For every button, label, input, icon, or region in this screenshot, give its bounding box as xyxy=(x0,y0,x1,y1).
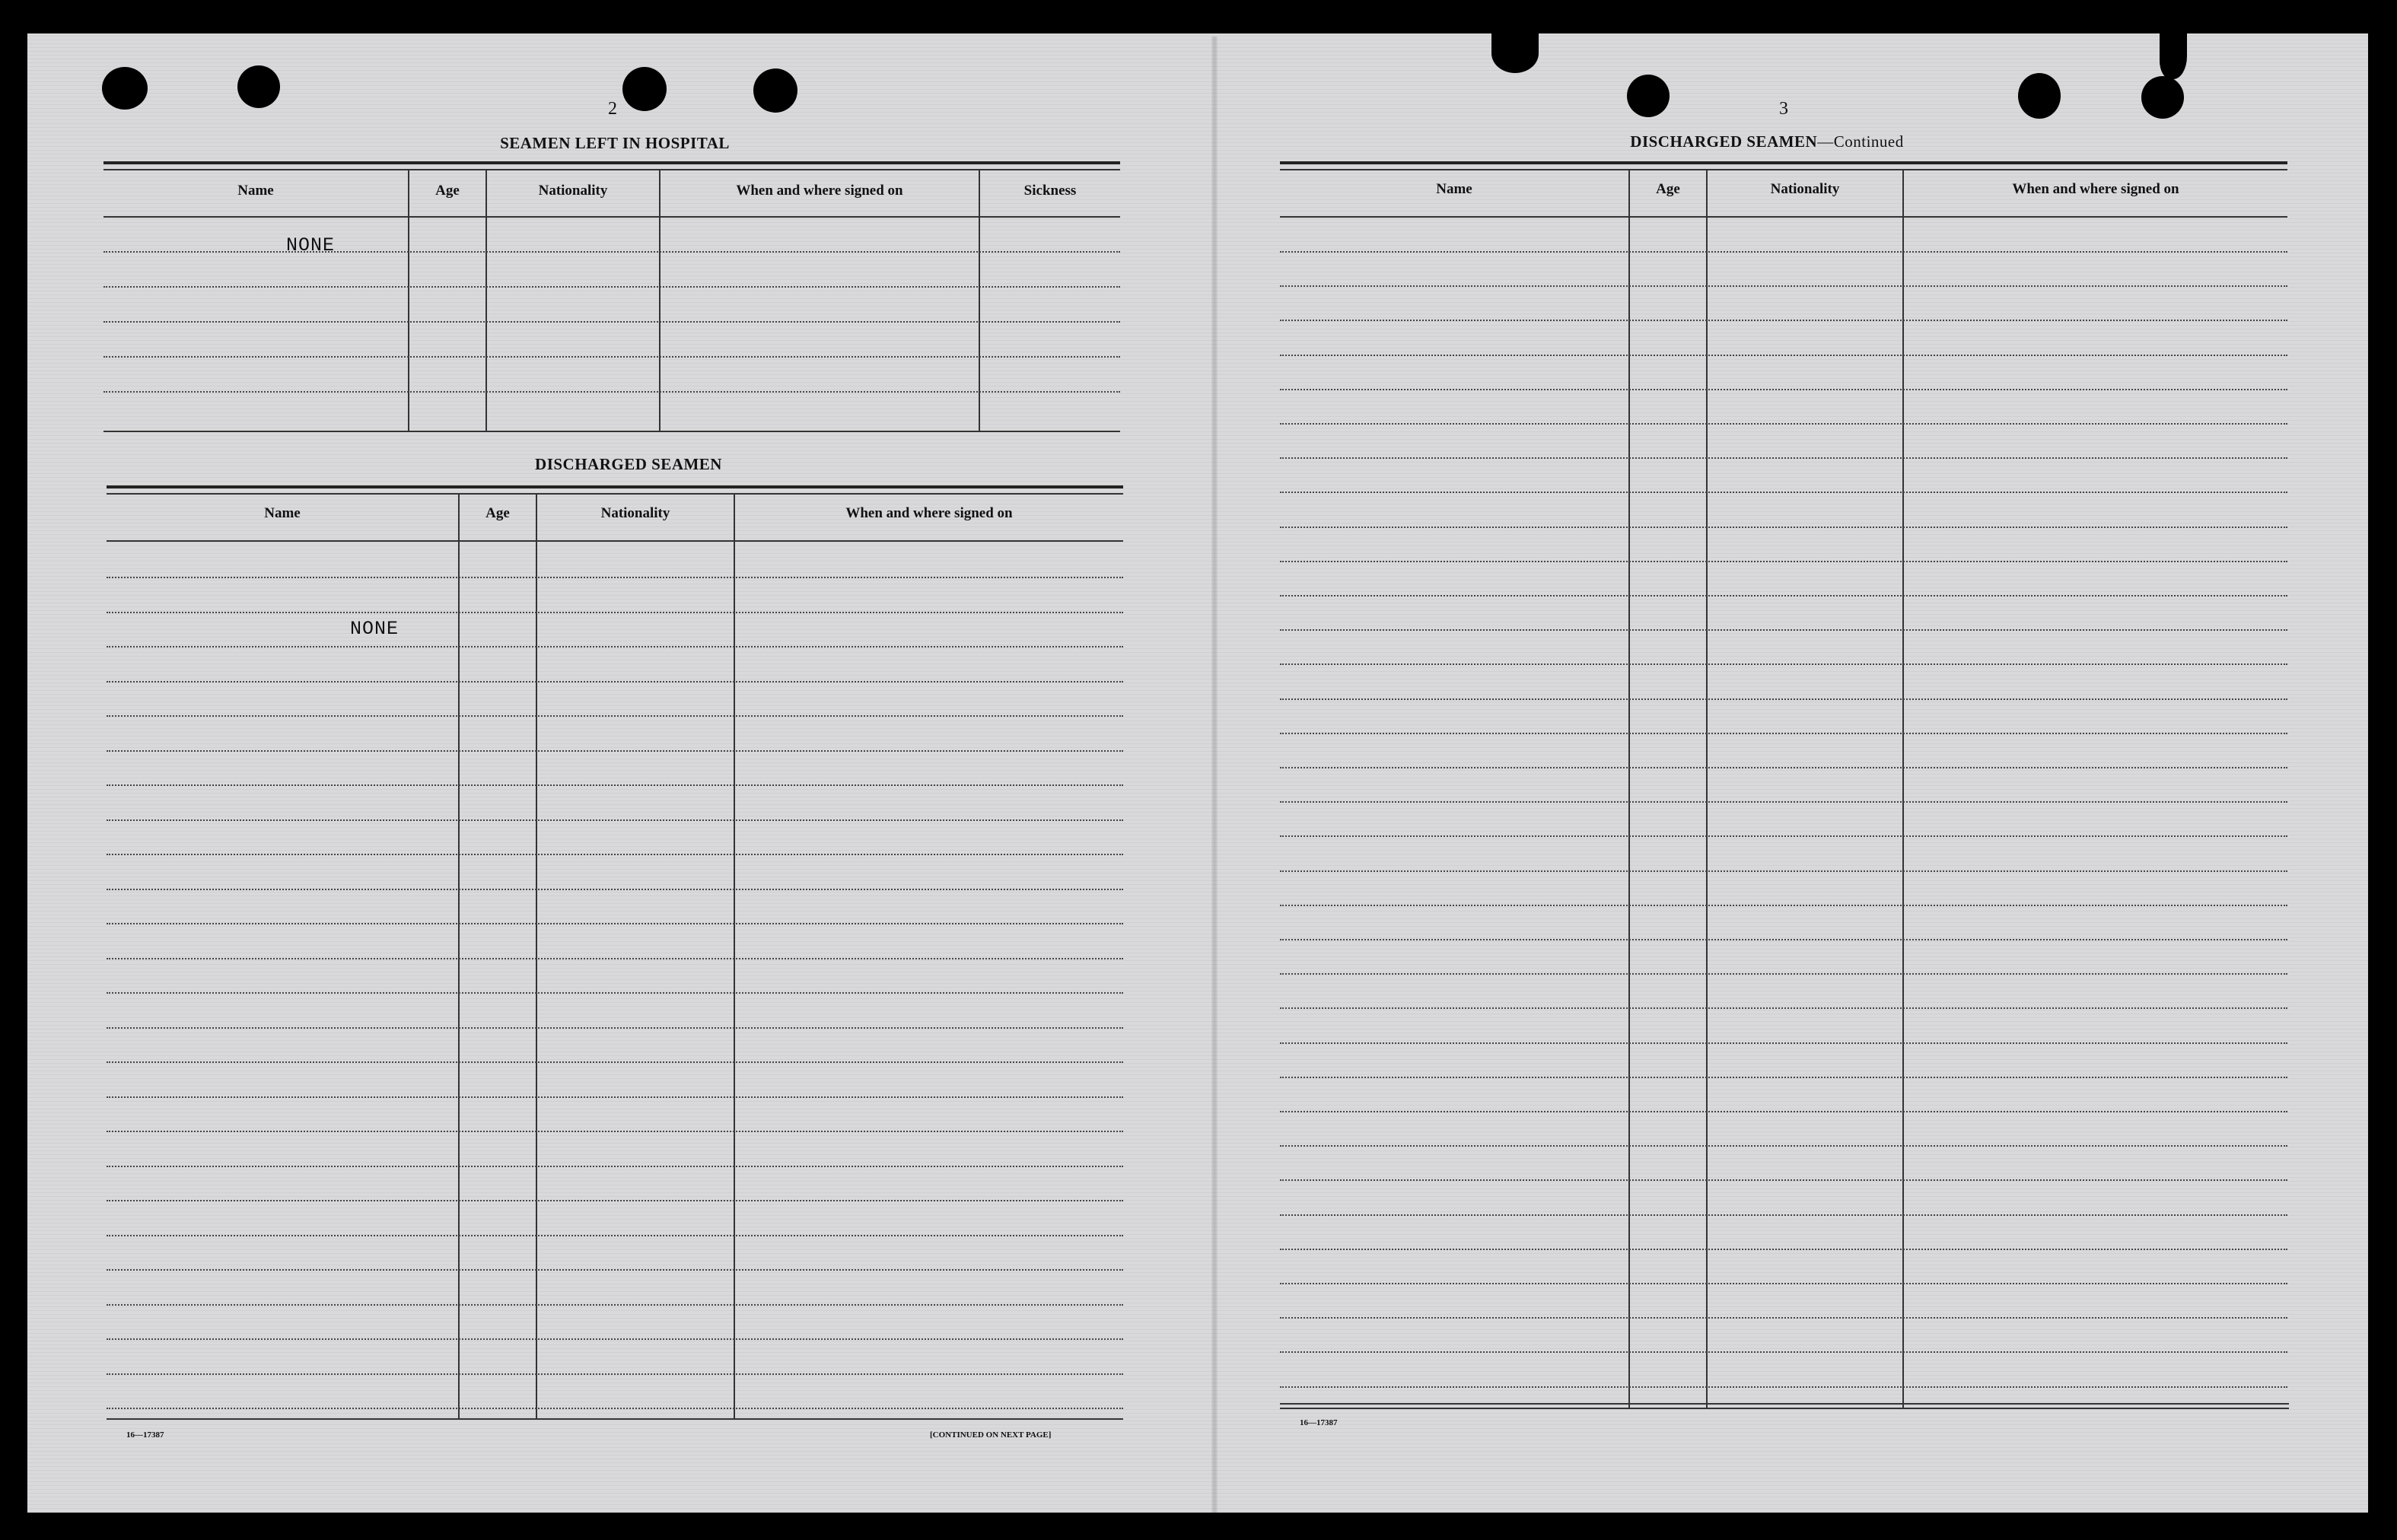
ruled-line xyxy=(107,854,1123,855)
page-number: 3 xyxy=(1779,99,1788,119)
column-divider xyxy=(458,495,460,1420)
ruled-line xyxy=(1280,767,2287,768)
ruled-line xyxy=(107,1131,1123,1132)
ruled-line xyxy=(107,1373,1123,1375)
ruled-line xyxy=(107,1235,1123,1236)
ruled-line xyxy=(1280,1111,2287,1112)
ruled-line xyxy=(107,681,1123,682)
ruled-line xyxy=(107,1200,1123,1201)
ruled-line xyxy=(1280,527,2287,528)
section-rule xyxy=(103,161,1120,164)
section-bottom-rule xyxy=(1280,1403,2289,1405)
ruled-line xyxy=(1280,389,2287,390)
section-rule xyxy=(1280,169,2287,170)
discharged-section-title: DISCHARGED SEAMEN xyxy=(535,455,722,473)
section-rule xyxy=(103,169,1120,170)
ruled-line xyxy=(107,1269,1123,1271)
discharged-continued-title-suffix: —Continued xyxy=(1817,132,1904,151)
ruled-line xyxy=(1280,561,2287,562)
ruled-line xyxy=(1280,423,2287,425)
ruled-line xyxy=(1280,1317,2287,1319)
ruled-line xyxy=(1280,1145,2287,1147)
continued-note: [CONTINUED ON NEXT PAGE] xyxy=(930,1430,1052,1440)
ruled-line xyxy=(1280,835,2287,837)
ruled-line xyxy=(107,1166,1123,1167)
col-header-sickness: Sickness xyxy=(1023,183,1077,199)
ruled-line xyxy=(107,784,1123,786)
torn-edge xyxy=(2160,33,2187,79)
ruled-line xyxy=(1280,663,2287,665)
section-rule xyxy=(107,493,1123,495)
section-bottom-rule xyxy=(103,431,1120,432)
section-bottom-rule xyxy=(107,1418,1123,1420)
ruled-line xyxy=(1280,1077,2287,1078)
header-rule xyxy=(103,216,1120,218)
ruled-line xyxy=(103,286,1120,288)
ruled-line xyxy=(1280,1214,2287,1216)
ruled-line xyxy=(1280,320,2287,321)
punch-hole xyxy=(2018,73,2061,119)
ruled-line xyxy=(1280,1179,2287,1181)
ruled-line xyxy=(1280,939,2287,940)
column-divider xyxy=(979,170,980,432)
form-number: 16—17387 xyxy=(1300,1418,1338,1427)
ruled-line xyxy=(107,612,1123,613)
ruled-line xyxy=(107,1304,1123,1306)
discharged-continued-title-main: DISCHARGED SEAMEN xyxy=(1630,132,1818,151)
ruled-line xyxy=(1280,1042,2287,1044)
section-rule xyxy=(107,485,1123,488)
ruled-line xyxy=(1280,905,2287,906)
ruled-line xyxy=(107,889,1123,890)
column-divider xyxy=(659,170,661,432)
ruled-line xyxy=(1280,733,2287,734)
ruled-line xyxy=(107,1096,1123,1098)
hospital-entry-none: NONE xyxy=(286,234,336,256)
ruled-line xyxy=(107,1061,1123,1063)
punch-hole xyxy=(102,67,148,110)
ruled-line xyxy=(107,750,1123,752)
column-divider xyxy=(408,170,409,432)
punch-hole xyxy=(622,67,667,111)
ruled-line xyxy=(107,923,1123,924)
col-header-signed-on: When and where signed on xyxy=(845,505,1013,521)
col-header-nationality: Nationality xyxy=(538,183,608,199)
ruled-line xyxy=(1280,595,2287,597)
ruled-line xyxy=(1280,1249,2287,1250)
section-rule xyxy=(1280,161,2287,164)
ruled-line xyxy=(1280,698,2287,700)
col-header-nationality: Nationality xyxy=(1770,181,1840,197)
ruled-line xyxy=(107,1408,1123,1409)
ruled-line xyxy=(1280,457,2287,459)
form-number: 16—17387 xyxy=(126,1430,164,1440)
punch-hole xyxy=(237,65,280,108)
column-divider xyxy=(536,495,537,1420)
ruled-line xyxy=(1280,1283,2287,1284)
ruled-line xyxy=(1280,870,2287,872)
ruled-line xyxy=(1280,1386,2287,1388)
ruled-line xyxy=(1280,285,2287,287)
ruled-line xyxy=(107,577,1123,578)
col-header-name: Name xyxy=(237,183,274,199)
col-header-name: Name xyxy=(264,505,301,521)
torn-edge xyxy=(1491,33,1539,73)
col-header-signed-on: When and where signed on xyxy=(736,183,903,199)
ruled-line xyxy=(103,321,1120,323)
col-header-age: Age xyxy=(485,505,510,521)
ruled-line xyxy=(1280,492,2287,493)
header-rule xyxy=(1280,216,2287,218)
col-header-nationality: Nationality xyxy=(600,505,670,521)
ruled-line xyxy=(107,958,1123,959)
ruled-line xyxy=(107,715,1123,717)
ruled-line xyxy=(1280,973,2287,975)
column-divider xyxy=(485,170,487,432)
column-divider xyxy=(734,495,735,1420)
ruled-line xyxy=(1280,629,2287,631)
punch-hole xyxy=(2141,76,2184,119)
col-header-signed-on: When and where signed on xyxy=(2012,181,2179,197)
document-sheet xyxy=(27,33,2368,1513)
punch-hole xyxy=(1627,75,1670,117)
col-header-age: Age xyxy=(1656,181,1680,197)
ruled-line xyxy=(103,251,1120,253)
page-number: 2 xyxy=(608,99,617,119)
col-header-age: Age xyxy=(435,183,460,199)
ruled-line xyxy=(1280,1351,2287,1353)
center-fold xyxy=(1211,37,1218,1513)
ruled-line xyxy=(1280,801,2287,803)
ruled-line xyxy=(1280,251,2287,253)
ruled-line xyxy=(107,992,1123,994)
discharged-entry-none: NONE xyxy=(350,618,400,640)
ruled-line xyxy=(107,1027,1123,1029)
header-rule xyxy=(107,540,1123,542)
ruled-line xyxy=(107,646,1123,648)
section-bottom-rule xyxy=(1280,1408,2289,1409)
ruled-line xyxy=(103,356,1120,358)
ruled-line xyxy=(107,1338,1123,1340)
punch-hole xyxy=(753,68,797,113)
ruled-line xyxy=(1280,1007,2287,1009)
ruled-line xyxy=(103,391,1120,393)
col-header-name: Name xyxy=(1436,181,1472,197)
ruled-line xyxy=(107,819,1123,821)
hospital-section-title: SEAMEN LEFT IN HOSPITAL xyxy=(500,134,730,152)
ruled-line xyxy=(1280,355,2287,356)
discharged-continued-title xyxy=(1630,132,1903,151)
